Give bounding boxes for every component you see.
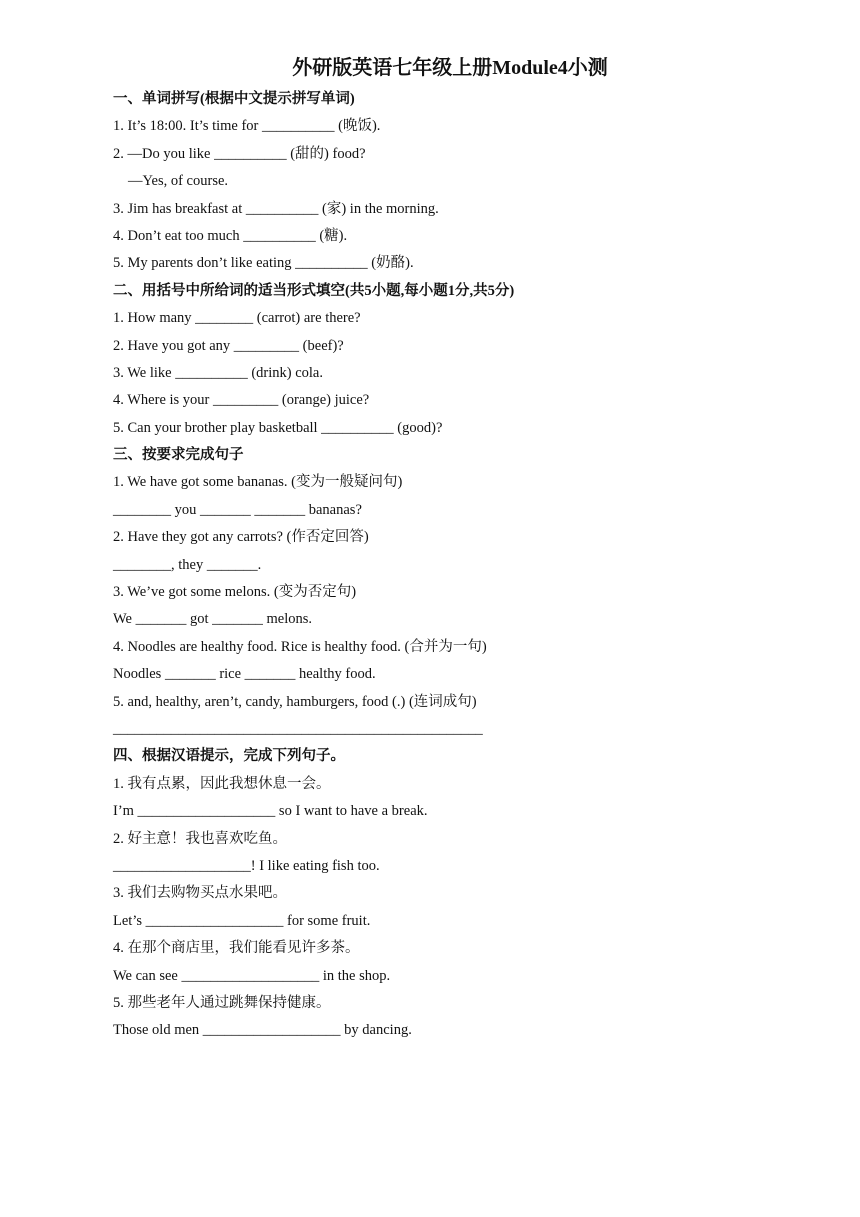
worksheet-line: 5. 那些老年人通过跳舞保持健康。 (113, 994, 331, 1011)
worksheet-line: 1. It’s 18:00. It’s time for __________ (晚饭). (113, 118, 381, 135)
worksheet-line: 2. 好主意！我也喜欢吃鱼。 (113, 830, 287, 847)
worksheet-body (113, 86, 833, 1045)
worksheet-line: 1. How many ________ (carrot) are there? (113, 310, 361, 327)
section-heading: 二、用括号中所给词的适当形式填空(共5小题,每小题1分,共5分) (113, 282, 515, 299)
worksheet-line: Noodles _______ rice _______ healthy food. (113, 666, 376, 683)
worksheet-line: 3. 我们去购物买点水果吧。 (113, 885, 287, 902)
worksheet-line: 5. and, healthy, aren’t, candy, hamburgers, food (.) (连词成句) (113, 693, 477, 710)
worksheet-line: 5. My parents don’t like eating __________ (奶酪). (113, 255, 414, 272)
worksheet-line: 4. Don’t eat too much __________ (糖). (113, 227, 348, 244)
worksheet-line: 3. We like __________ (drink) cola. (113, 364, 323, 381)
page-title: 外研版英语七年级上册Module4小测 (292, 57, 608, 79)
section-heading: 一、单词拼写(根据中文提示拼写单词) (113, 91, 355, 107)
worksheet-line: —Yes, of course. (128, 173, 229, 190)
worksheet-line: Let’s ___________________ for some fruit. (113, 912, 371, 929)
worksheet-line: ___________________! I like eating fish too. (113, 857, 380, 874)
worksheet-line: 1. 我有点累，因此我想休息一会。 (113, 775, 331, 792)
worksheet-line: 4. Where is your _________ (orange) juice? (113, 392, 370, 409)
worksheet-line: ___________________________________________________ (113, 720, 483, 737)
worksheet-line: 4. 在那个商店里，我们能看见许多茶。 (113, 940, 360, 957)
worksheet-line: ________ you _______ _______ bananas? (113, 501, 362, 518)
worksheet-line: 3. Jim has breakfast at __________ (家) in the morning. (113, 200, 439, 217)
worksheet-line: 2. —Do you like __________ (甜的) food? (113, 145, 366, 162)
worksheet-line: Those old men ___________________ by dancing. (113, 1022, 412, 1039)
worksheet-line: We can see ___________________ in the shop. (113, 967, 391, 984)
worksheet-line: 5. Can your brother play basketball __________ (good)? (113, 419, 443, 436)
worksheet-line: 1. We have got some bananas. (变为一般疑问句) (113, 474, 403, 491)
section-heading: 四、根据汉语提示，完成下列句子。 (113, 748, 345, 765)
worksheet-line: 4. Noodles are healthy food. Rice is healthy food. (合并为一句) (113, 638, 487, 655)
worksheet-line: 2. Have you got any _________ (beef)? (113, 337, 344, 354)
section-heading: 三、按要求完成句子 (113, 447, 244, 464)
worksheet-line: We _______ got _______ melons. (113, 611, 312, 628)
worksheet-line: ________, they _______. (113, 556, 262, 573)
worksheet-line: I’m ___________________ so I want to have a break. (113, 803, 428, 820)
worksheet-line: 3. We’ve got some melons. (变为否定句) (113, 584, 357, 601)
worksheet-line: 2. Have they got any carrots? (作否定回答) (113, 529, 369, 546)
